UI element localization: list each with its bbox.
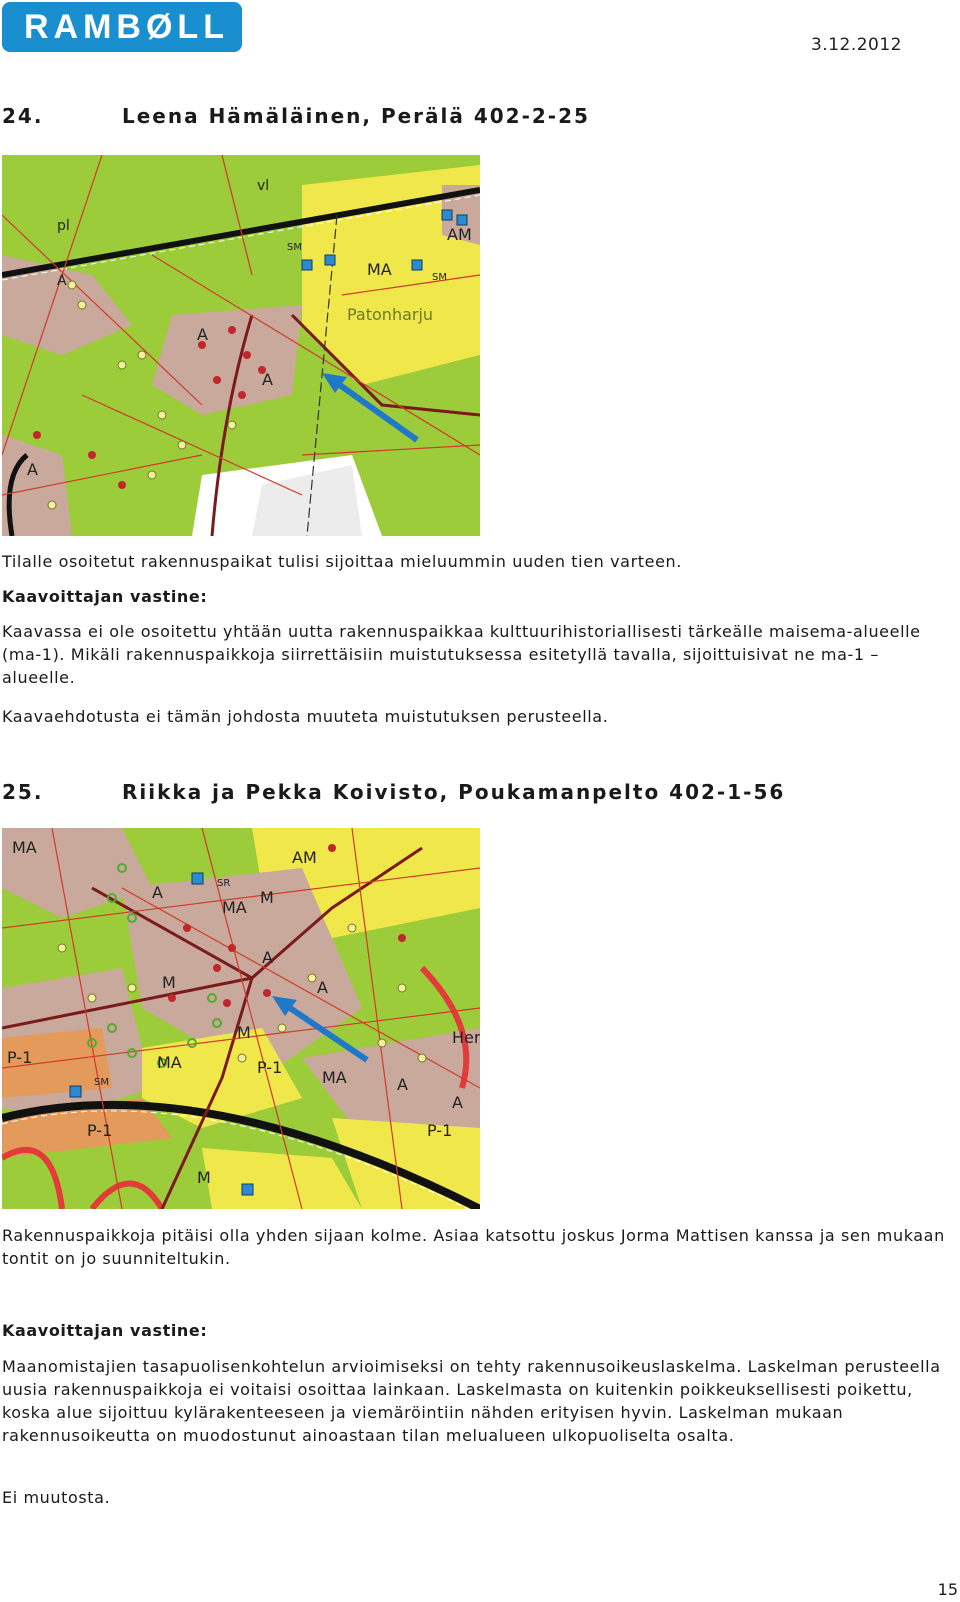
map-section-24 <box>2 155 480 536</box>
map-label: A <box>452 1093 463 1112</box>
map-label: SM <box>94 1077 109 1088</box>
comment-text: Rakennuspaikkoja pitäisi olla yhden sijaan kolme. Asiaa katsottu joskus Jorma Mattisen kanssa ja sen mukaan tontit on jo suunniteltukin. <box>2 1226 945 1268</box>
map-label: M <box>162 973 176 992</box>
map-label: P-1 <box>257 1058 283 1077</box>
map-label: P-1 <box>87 1121 113 1140</box>
map-label: MA <box>322 1068 347 1087</box>
map-label: M <box>260 888 274 907</box>
map-label: A <box>262 370 273 389</box>
comment-text: Tilalle osoitetut rakennuspaikat tulisi sijoittaa mieluummin uuden tien varteen. <box>2 552 682 571</box>
map-label: A <box>57 273 67 289</box>
map-label: A <box>317 978 328 997</box>
map-label: P-1 <box>7 1048 33 1067</box>
document-date: 3.12.2012 <box>810 35 902 55</box>
map-label: SR <box>217 878 231 889</box>
map-label: P-1 <box>427 1121 453 1140</box>
map-label: Patonharju <box>347 305 434 324</box>
response-paragraph: Maanomistajien tasapuolisenkohtelun arvioimiseksi on tehty rakennusoikeuslaskelma. Laskelman perusteella uusia rakennuspaikkoja ei voitaisi osoittaa lainkaan. Laskelmasta on kuitenkin poikkeuksellisesti poikettu, koska alue sijoittuu kylärakenteeseen ja viemäröintiin nähden erityisen hyvin. Laskelman mukaan rakennusoikeutta on muodostunut ainoastaan tilan melualueen ulkopuoliselta osalta. <box>2 1357 941 1445</box>
map-label: A <box>197 325 208 344</box>
response-paragraph: Kaavaehdotusta ei tämän johdosta muuteta muistutuksen perusteella. <box>2 707 609 726</box>
map-label: MA <box>367 260 392 279</box>
ramboll-logo <box>2 2 242 52</box>
map-label: AM <box>447 225 472 244</box>
map-label: AM <box>292 848 317 867</box>
map-label: pl <box>57 218 70 234</box>
response-paragraph: Kaavassa ei ole osoitettu yhtään uutta rakennuspaikkaa kulttuurihistoriallisesti tärkeälle maisema-alueelle (ma-1). Mikäli rakennuspaikkoja siirrettäisiin muistutuksessa esitetyllä tavalla, sijoittuisivat ne ma-1 –alueelle. <box>2 622 921 687</box>
logo-text: RAMBØLL <box>24 7 229 46</box>
map-label: A <box>397 1075 408 1094</box>
response-paragraph: Ei muutosta. <box>2 1488 111 1507</box>
response-heading: Kaavoittajan vastine: <box>2 1321 208 1340</box>
map-label: vl <box>257 178 270 194</box>
section-number: 24. <box>2 104 44 128</box>
map-section-25 <box>2 828 480 1209</box>
section-25-heading <box>2 780 785 804</box>
map-label: M <box>197 1168 211 1187</box>
map-label: SM <box>432 272 447 283</box>
map-label: A <box>27 460 38 479</box>
section-number: 25. <box>2 780 44 804</box>
map-label: A <box>152 883 163 902</box>
map-label: Her <box>452 1028 480 1047</box>
map-label: SM <box>287 242 302 253</box>
map-label: M <box>237 1023 251 1042</box>
map-label: A <box>262 948 273 967</box>
page-number: 15 <box>937 1580 958 1599</box>
map-label: MA <box>222 898 247 917</box>
map-label: MA <box>157 1053 182 1072</box>
section-24-heading <box>2 104 590 128</box>
map-label: MA <box>12 838 37 857</box>
response-heading: Kaavoittajan vastine: <box>2 587 208 606</box>
section-title: Riikka ja Pekka Koivisto, Poukamanpelto 402-1-56 <box>122 780 786 804</box>
section-title: Leena Hämäläinen, Perälä 402-2-25 <box>122 104 590 128</box>
